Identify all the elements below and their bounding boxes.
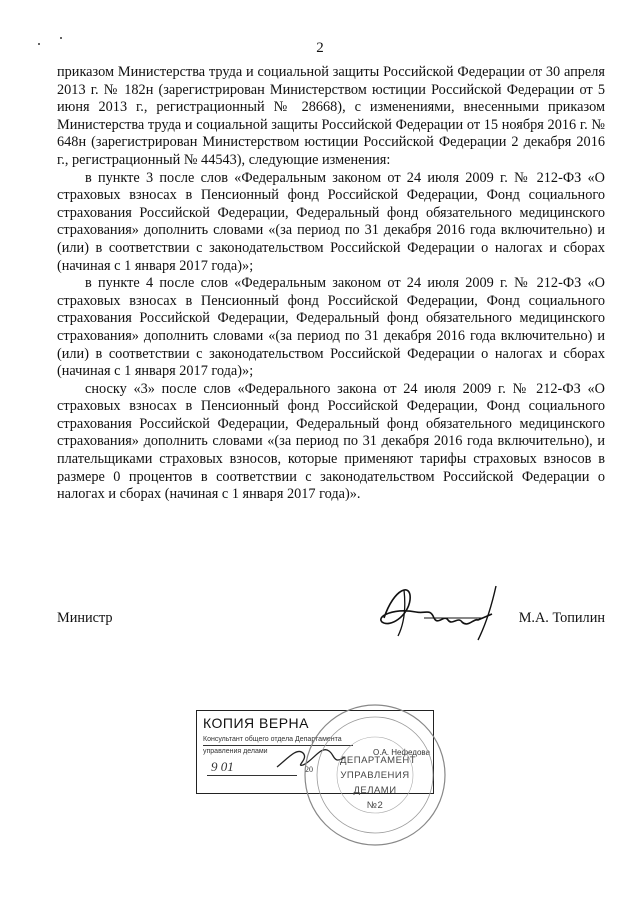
paragraph-footnote-3: сноску «3» после слов «Федерального закона от 24 июля 2009 г. № 212-ФЗ «О страховых взносах в Пенсионный фонд Российской Федерации, Фонд социального страхования Российской Федерации, Федеральный фонд обязательного медицинского страхования» дополнить словами «(за период по 31 декабря 2016 года включительно), и плательщиками страховых взносов, которые применяют тарифы страховых взносов в размере 0 процентов в соответствии с законодательством Российской Федерации о налогах и сборах (начиная с 1 января 2017 года)». bbox=[57, 380, 605, 503]
scan-speck bbox=[60, 37, 62, 39]
page-number: 2 bbox=[316, 40, 324, 56]
seal-line-2: УПРАВЛЕНИЯ bbox=[340, 770, 410, 781]
stamp-year: 20 bbox=[305, 765, 313, 774]
paragraph-intro: приказом Министерства труда и социальной защиты Российской Федерации от 30 апреля 2013 г. № 182н (зарегистрирован Министерством юстиции Российской Федерации от 5 июня 2013 г., регистрационный № 28668), с изменениями, внесенными приказом Министерства труда и социальной защиты Российской Федерации от 15 ноября 2016 г. № 648н (зарегистрирован Министерством юстиции Российской Федерации 2 декабря 2016 г., регистрационный № 44543), следующие изменения: bbox=[57, 64, 605, 168]
stamp-signer: О.А. Нефедова bbox=[373, 748, 431, 757]
paragraph-point-4: в пункте 4 после слов «Федеральным законом от 24 июля 2009 г. № 212-ФЗ «О страховых взносах в Пенсионный фонд Российской Федерации, Фонд социального страхования Российской Федерации, Федеральный фонд обязательного медицинского страхования» дополнить словами «(за период по 31 декабря 2016 года включительно) и (или) в соответствии с законодательством Российской Федерации о налогах и сборах (начиная с 1 января 2017 года)»; bbox=[57, 275, 605, 380]
stamp-title: КОПИЯ ВЕРНА bbox=[203, 715, 309, 731]
stamp-position: Консультант общего отдела Департамента bbox=[203, 736, 342, 743]
document-body bbox=[57, 64, 605, 504]
paragraph-point-3: в пункте 3 после слов «Федеральным законом от 24 июля 2009 г. № 212-ФЗ «О страховых взносах в Пенсионный фонд Российской Федерации, Фонд социального страхования Российской Федерации, Федеральный фонд обязательного медицинского страхования» дополнить словами «(за период по 31 декабря 2016 года включительно) и (или) в соответствии с законодательством Российской Федерации о налогах и сборах (начиная с 1 января 2017 года)»; bbox=[57, 169, 605, 274]
seal-line-4: №2 bbox=[366, 800, 384, 811]
handwritten-signature-icon bbox=[364, 578, 514, 648]
stamp-date: 9 01 bbox=[211, 759, 234, 774]
minister-title: Министр bbox=[57, 610, 113, 626]
seal-line-1: ДЕПАРТАМЕНТ bbox=[340, 755, 417, 766]
scan-speck bbox=[38, 43, 40, 45]
stamp-department: управления делами bbox=[203, 748, 268, 755]
minister-name: М.А. Топилин bbox=[518, 610, 605, 626]
seal-line-3: ДЕЛАМИ bbox=[353, 785, 397, 796]
